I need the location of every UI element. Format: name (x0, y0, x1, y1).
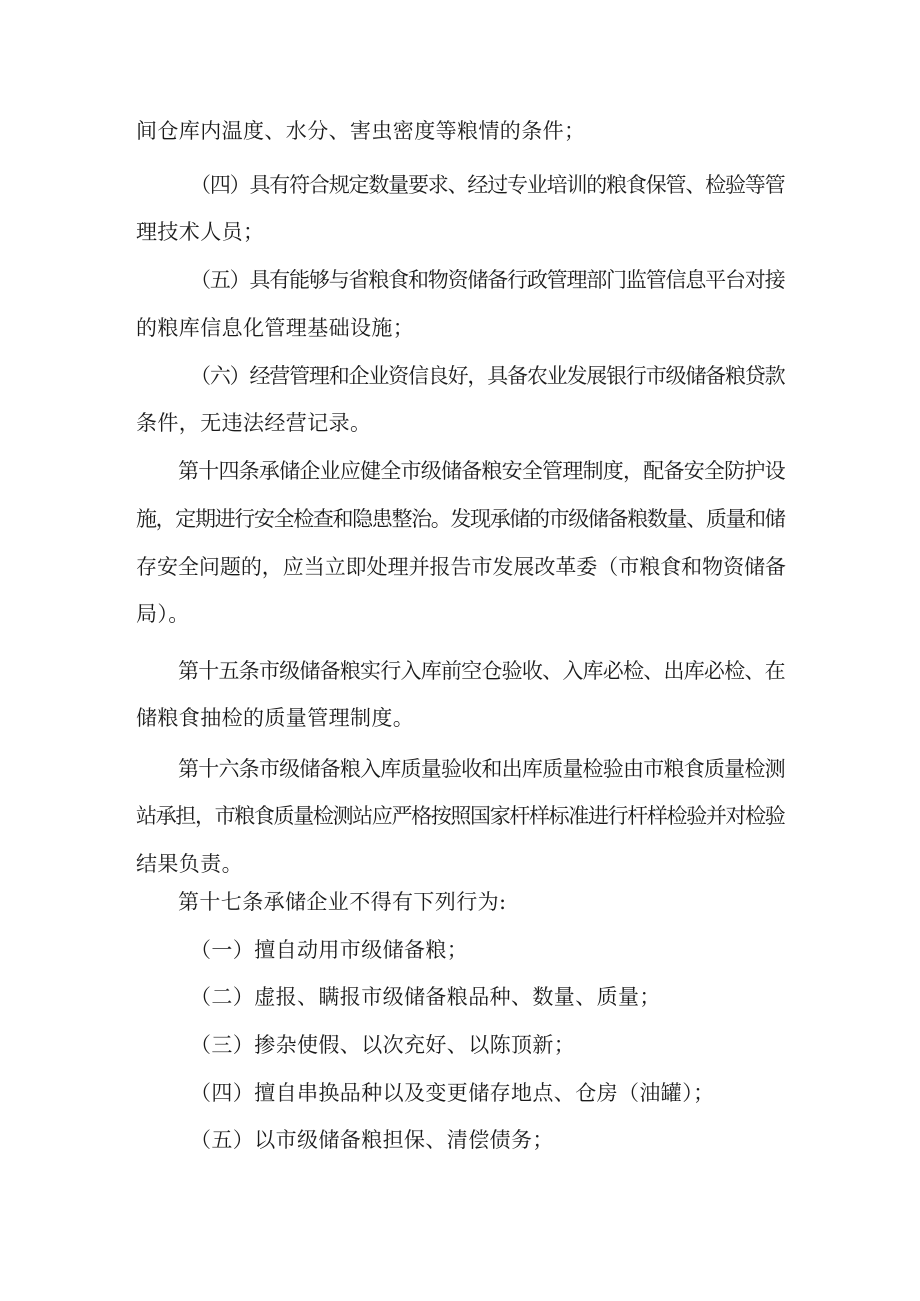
text-line: （五）以市级储备粮担保、清偿债务； (190, 1128, 554, 1152)
text-line: 存安全问题的，应当立即处理并报告市发展改革委（市粮食和物资储备 (136, 555, 786, 579)
text-line: 储粮食抽检的质量管理制度。 (136, 706, 415, 730)
text-line: （四）具有符合规定数量要求、经过专业培训的粮食保管、检验等管 (190, 173, 785, 197)
text-line: （一）擅自动用市级储备粮； (190, 938, 469, 962)
text-line: 局）。 (136, 602, 190, 626)
text-line: 第十六条市级储备粮入库质量验收和出库质量检验由市粮食质量检测 (178, 757, 785, 781)
text-line: 第十七条承储企业不得有下列行为: (178, 890, 507, 914)
text-line: 站承担，市粮食质量检测站应严格按照国家杆样标准进行杆样检验并对检验 (136, 804, 785, 828)
text-line: 理技术人员； (136, 220, 265, 244)
text-line: 结果负责。 (136, 852, 243, 876)
text-line: （四）擅自串换品种以及变更储存地点、仓房（油罐）； (190, 1081, 715, 1105)
text-line: 间仓库内温度、水分、害虫密度等粮情的条件； (136, 119, 586, 143)
text-line: 第十四条承储企业应健全市级储备粮安全管理制度，配备安全防护设 (178, 459, 785, 483)
text-line: 的粮库信息化管理基础设施； (136, 316, 415, 340)
text-line: 施，定期进行安全检查和隐患整治。发现承储的市级储备粮数量、质量和储 (136, 507, 785, 531)
text-line: 条件，无违法经营记录。 (136, 411, 372, 435)
text-line: （二）虚报、瞒报市级储备粮品种、数量、质量； (190, 985, 661, 1009)
text-line: （三）掺杂使假、以次充好、以陈顶新； (190, 1033, 576, 1057)
text-line: 第十五条市级储备粮实行入库前空仓验收、入库必检、出库必检、在 (178, 659, 785, 683)
text-line: （五）具有能够与省粮食和物资储备行政管理部门监管信息平台对接 (190, 268, 785, 292)
text-line: （六）经营管理和企业资信良好，具备农业发展银行市级储备粮贷款 (190, 364, 785, 388)
